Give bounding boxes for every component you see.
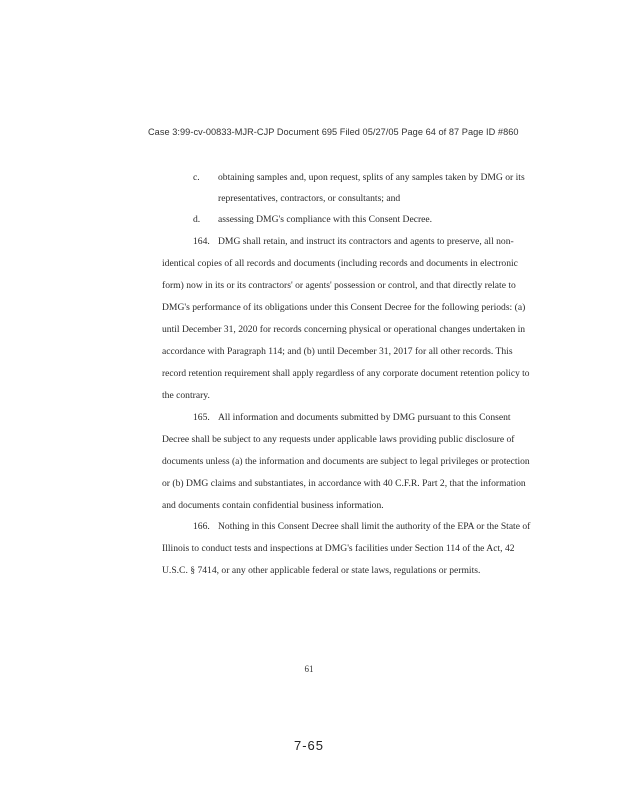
list-marker-c: c.	[193, 172, 200, 183]
list-item-d-line-1: assessing DMG's compliance with this Consent Decree.	[218, 214, 433, 225]
paragraph-164-line-7: record retention requirement shall apply regardless of any corporate document retention policy to	[162, 368, 530, 379]
paragraph-166-number: 166.	[193, 521, 210, 532]
paragraph-164-line-6: accordance with Paragraph 114; and (b) until December 31, 2017 for all other records. This	[162, 346, 513, 357]
paragraph-164-line-5: until December 31, 2020 for records concerning physical or operational changes undertaken in	[162, 324, 526, 335]
paragraph-166-line-3: U.S.C. § 7414, or any other applicable federal or state laws, regulations or permits.	[162, 565, 481, 576]
exhibit-page-label: 7-65	[293, 738, 325, 753]
paragraph-164-line-2: identical copies of all records and documents (including records and documents in electronic	[162, 258, 518, 269]
paragraph-164-line-4: DMG's performance of its obligations under this Consent Decree for the following periods: (a)	[162, 302, 526, 313]
paragraph-165-line-1: All information and documents submitted by DMG pursuant to this Consent	[218, 412, 511, 423]
page-number: 61	[304, 664, 314, 674]
case-header: Case 3:99-cv-00833-MJR-CJP Document 695 Filed 05/27/05 Page 64 of 87 Page ID #860	[148, 127, 519, 137]
paragraph-164-line-3: form) now in its or its contractors' or agents' possession or control, and that directly relate to	[162, 280, 516, 291]
list-marker-d: d.	[193, 214, 201, 225]
paragraph-164-line-8: the contrary.	[162, 390, 210, 401]
paragraph-165-line-5: and documents contain confidential business information.	[162, 500, 384, 511]
paragraph-164-number: 164.	[193, 236, 210, 247]
paragraph-164-line-1: DMG shall retain, and instruct its contractors and agents to preserve, all non-	[218, 236, 514, 247]
paragraph-166-line-1: Nothing in this Consent Decree shall limit the authority of the EPA or the State of	[218, 521, 531, 532]
paragraph-165-line-2: Decree shall be subject to any requests under applicable laws providing public disclosure of	[162, 434, 515, 445]
paragraph-165-line-3: documents unless (a) the information and documents are subject to legal privileges or protection	[162, 456, 530, 467]
paragraph-166-line-2: Illinois to conduct tests and inspections at DMG's facilities under Section 114 of the Act, 42	[162, 543, 515, 554]
paragraph-165-number: 165.	[193, 412, 210, 423]
list-item-c-line-2: representatives, contractors, or consultants; and	[218, 193, 401, 204]
list-item-c-line-1: obtaining samples and, upon request, splits of any samples taken by DMG or its	[218, 172, 525, 183]
paragraph-165-line-4: or (b) DMG claims and substantiates, in accordance with 40 C.F.R. Part 2, that the information	[162, 478, 526, 489]
